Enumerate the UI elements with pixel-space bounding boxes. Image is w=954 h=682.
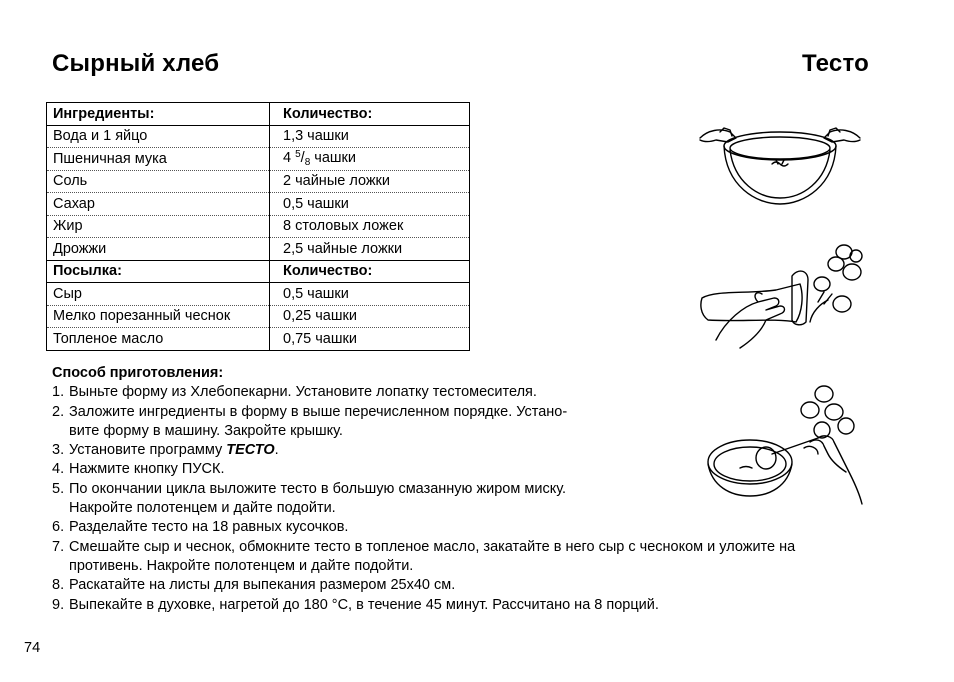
ingredient-qty: 0,25 чашки	[270, 305, 470, 328]
program-name: ТЕСТО	[226, 442, 275, 459]
step-text: Раскатайте на листы для выпекания размером 25х40 см.	[69, 577, 456, 594]
table-row	[47, 238, 470, 261]
page-title: Сырный хлеб	[52, 50, 220, 77]
ingredient-name: Соль	[47, 170, 270, 193]
ingredient-qty: 0,5 чашки	[270, 283, 470, 306]
table-row	[47, 170, 470, 193]
table-row	[47, 328, 470, 351]
section-title: Тесто	[802, 50, 869, 77]
ingredient-name: Топленое масло	[47, 328, 270, 351]
ingredient-qty: 1,3 чашки	[270, 125, 470, 148]
table-row	[47, 148, 470, 171]
bowl-with-hands-icon	[696, 108, 864, 216]
step-number: 7.	[52, 538, 65, 555]
ingredient-name: Мелко порезанный чеснок	[47, 305, 270, 328]
step-number: 6.	[52, 519, 65, 536]
step-text: Выпекайте в духовке, нагретой до 180 °C, в течение 45 минут. Рассчитано на 8 порций.	[69, 596, 659, 613]
qty-numerator: 5	[295, 149, 301, 161]
step-text-post: .	[274, 442, 279, 459]
ingredient-qty: 8 столовых ложек	[270, 215, 470, 238]
ingredient-name: Вода и 1 яйцо	[47, 125, 270, 148]
ingredient-qty: 0,5 чашки	[270, 193, 470, 216]
table-row	[47, 215, 470, 238]
step-text-line: Заложите ингредиенты в форму в выше перечисленном порядке. Устано-	[69, 403, 568, 420]
column-header-ingredients: Ингредиенты:	[47, 103, 270, 126]
table-row	[47, 283, 470, 306]
step-text: Нажмите кнопку ПУСК.	[69, 461, 225, 478]
step-text-line: Смешайте сыр и чеснок, обмокните тесто в топленое масло, закатайте в него сыр с чесноком и уложите на	[69, 538, 796, 555]
dipping-dough-in-butter-icon	[700, 382, 868, 506]
ingredient-qty: 2 чайные ложки	[270, 170, 470, 193]
step-text	[69, 538, 912, 577]
step-number: 8.	[52, 577, 65, 594]
step-text-line: По окончании цикла выложите тесто в большую смазанную жиром миску.	[69, 480, 567, 497]
qty-denominator: 8	[304, 157, 311, 169]
step-number: 3.	[52, 442, 65, 459]
table-header-row	[47, 103, 470, 126]
step-number: 4.	[52, 461, 65, 478]
ingredient-name: Дрожжи	[47, 238, 270, 261]
ingredient-qty: 2,5 чайные ложки	[270, 238, 470, 261]
page-number: 74	[24, 640, 41, 656]
step-text: Выньте форму из Хлебопекарни. Установите лопатку тестомесителя.	[69, 384, 537, 401]
table-row	[47, 193, 470, 216]
step-number: 9.	[52, 596, 65, 613]
qty-whole: 4	[283, 150, 292, 167]
method-step	[52, 518, 912, 537]
step-text-line: противень. Накройте полотенцем и дайте подойти.	[69, 557, 414, 574]
column-header-quantity: Количество:	[270, 103, 470, 126]
ingredient-name: Сыр	[47, 283, 270, 306]
table-row	[47, 125, 470, 148]
step-text-line: Накройте полотенцем и дайте подойти.	[69, 500, 336, 517]
method-step	[52, 538, 912, 577]
ingredients-table	[46, 102, 470, 351]
ingredient-name: Жир	[47, 215, 270, 238]
hands-dividing-dough-icon	[696, 240, 866, 352]
ingredient-name: Пшеничная мука	[47, 148, 270, 171]
step-text-line: вите форму в машину. Закройте крышку.	[69, 422, 343, 439]
method-step	[52, 576, 912, 595]
column-header-filling: Посылка:	[47, 260, 270, 283]
step-number: 5.	[52, 480, 65, 497]
step-number: 1.	[52, 384, 65, 401]
method-heading: Способ приготовления:	[52, 365, 224, 381]
step-text: Разделайте тесто на 18 равных кусочков.	[69, 519, 349, 536]
method-step	[52, 596, 912, 615]
step-text-pre: Установите программу	[69, 442, 227, 459]
table-subheader-row	[47, 260, 470, 283]
step-number: 2.	[52, 403, 65, 420]
column-header-quantity: Количество:	[270, 260, 470, 283]
ingredient-qty: 4 $^5/_8$ чашки	[270, 148, 470, 171]
table-row	[47, 305, 470, 328]
qty-unit: чашки	[314, 150, 356, 167]
ingredient-name: Сахар	[47, 193, 270, 216]
ingredient-qty: 0,75 чашки	[283, 330, 357, 347]
